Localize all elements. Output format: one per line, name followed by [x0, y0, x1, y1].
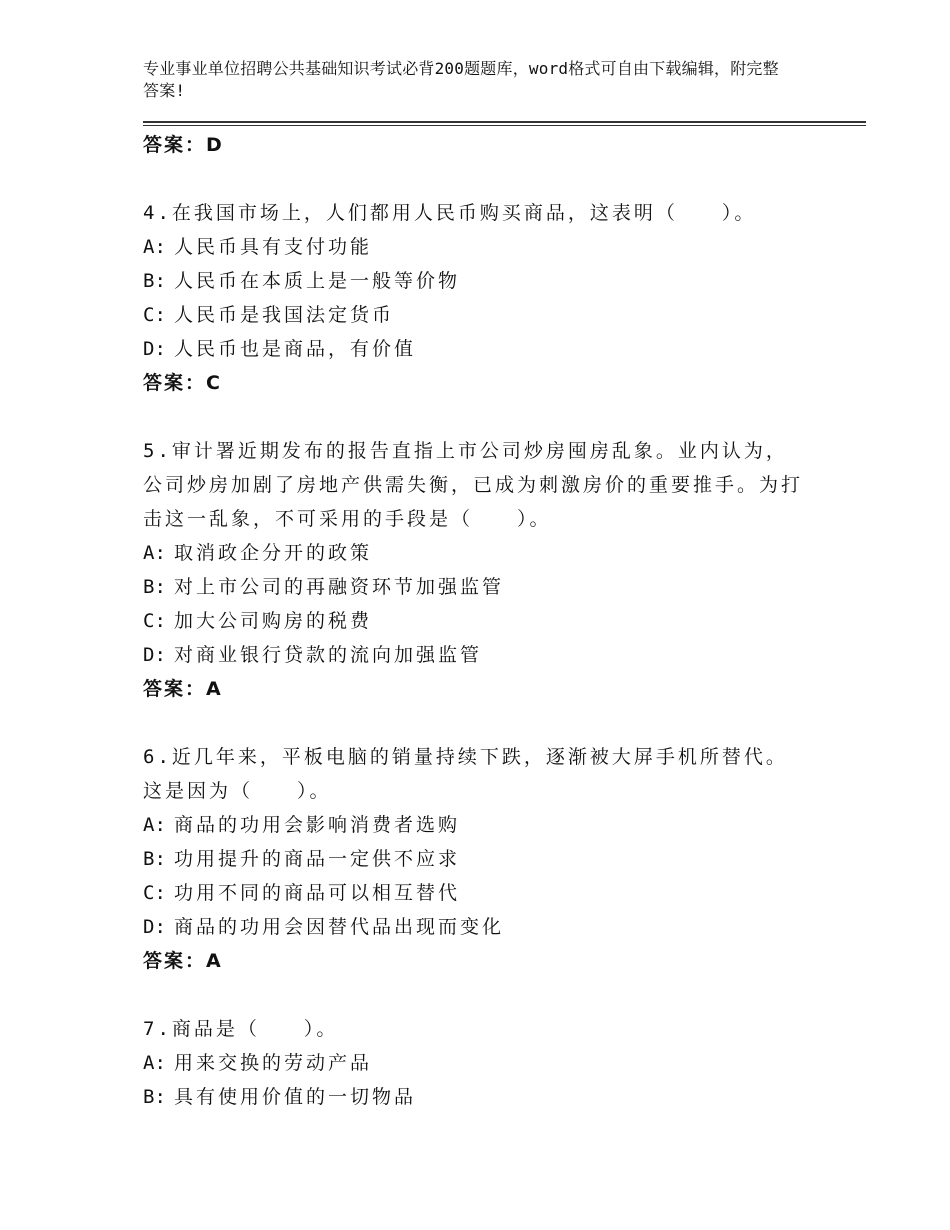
question-text [143, 196, 803, 230]
option-c [143, 876, 803, 910]
question-stem: 近几年来，平板电脑的销量持续下跌，逐渐被大屏手机所替代。这是因为（ ）。 [143, 746, 788, 802]
option-b [143, 264, 803, 298]
option-key: D: [143, 644, 166, 666]
option-d [143, 910, 803, 944]
spacer [143, 400, 803, 434]
option-b [143, 842, 803, 876]
option-text: 功用不同的商品可以相互替代 [174, 882, 461, 904]
option-text: 对商业银行贷款的流向加强监管 [174, 644, 483, 666]
spacer [143, 706, 803, 740]
option-key: B: [143, 270, 166, 292]
option-key: C: [143, 304, 166, 326]
option-key: D: [143, 916, 166, 938]
option-text: 具有使用价值的一切物品 [174, 1086, 417, 1108]
answer-value: D [206, 134, 223, 156]
question-text [143, 434, 803, 536]
option-text: 用来交换的劳动产品 [174, 1052, 373, 1074]
option-key: D: [143, 338, 166, 360]
option-text: 商品的功用会因替代品出现而变化 [174, 916, 505, 938]
question-number: 6. [143, 746, 172, 768]
spacer [143, 978, 803, 1012]
question-number: 4. [143, 202, 172, 224]
option-key: C: [143, 882, 166, 904]
option-text: 人民币是我国法定货币 [174, 304, 395, 326]
option-key: C: [143, 610, 166, 632]
option-a [143, 1046, 803, 1080]
question-text [143, 740, 803, 808]
option-text: 商品的功用会影响消费者选购 [174, 814, 461, 836]
question-block [143, 740, 803, 978]
question-number: 7. [143, 1018, 172, 1040]
answer-label: 答案： [143, 950, 207, 972]
option-key: A: [143, 542, 166, 564]
header-divider-thick [143, 121, 866, 123]
question-block [143, 434, 803, 706]
option-a [143, 536, 803, 570]
question-block [143, 1012, 803, 1114]
question-stem: 在我国市场上，人们都用人民币购买商品，这表明（ ）。 [171, 202, 757, 224]
question-number: 5. [143, 440, 172, 462]
option-text: 人民币也是商品，有价值 [174, 338, 417, 360]
question-stem: 商品是（ ）。 [171, 1018, 339, 1040]
option-key: A: [143, 236, 166, 258]
spacer [143, 162, 803, 196]
option-key: B: [143, 576, 166, 598]
option-b [143, 1080, 803, 1114]
answer-line [143, 128, 803, 162]
option-key: A: [143, 814, 166, 836]
question-block [143, 196, 803, 400]
question-stem: 审计署近期发布的报告直指上市公司炒房囤房乱象。业内认为，公司炒房加剧了房地产供需失衡，已成为刺激房价的重要推手。为打击这一乱象，不可采用的手段是（ ）。 [143, 440, 804, 530]
answer-line [143, 366, 803, 400]
option-d [143, 332, 803, 366]
answer-value: A [206, 950, 222, 972]
option-key: A: [143, 1052, 166, 1074]
header-divider-thin [143, 125, 866, 126]
answer-value: A [206, 678, 222, 700]
answer-line [143, 944, 803, 978]
answer-label: 答案： [143, 372, 207, 394]
option-text: 人民币具有支付功能 [174, 236, 373, 258]
option-a [143, 230, 803, 264]
question-list [143, 128, 803, 1114]
option-d [143, 638, 803, 672]
option-b [143, 570, 803, 604]
option-c [143, 604, 803, 638]
option-text: 取消政企分开的政策 [174, 542, 373, 564]
answer-line [143, 672, 803, 706]
option-text: 人民币在本质上是一般等价物 [174, 270, 461, 292]
question-text [143, 1012, 803, 1046]
option-key: B: [143, 1086, 166, 1108]
option-text: 对上市公司的再融资环节加强监管 [174, 576, 505, 598]
option-c [143, 298, 803, 332]
option-text: 加大公司购房的税费 [174, 610, 373, 632]
answer-value: C [206, 372, 221, 394]
page-header: 专业事业单位招聘公共基础知识考试必背200题题库，word格式可自由下载编辑，附完整答案! [143, 59, 779, 100]
answer-label: 答案： [143, 134, 207, 156]
option-a [143, 808, 803, 842]
option-text: 功用提升的商品一定供不应求 [174, 848, 461, 870]
option-key: B: [143, 848, 166, 870]
answer-label: 答案： [143, 678, 207, 700]
